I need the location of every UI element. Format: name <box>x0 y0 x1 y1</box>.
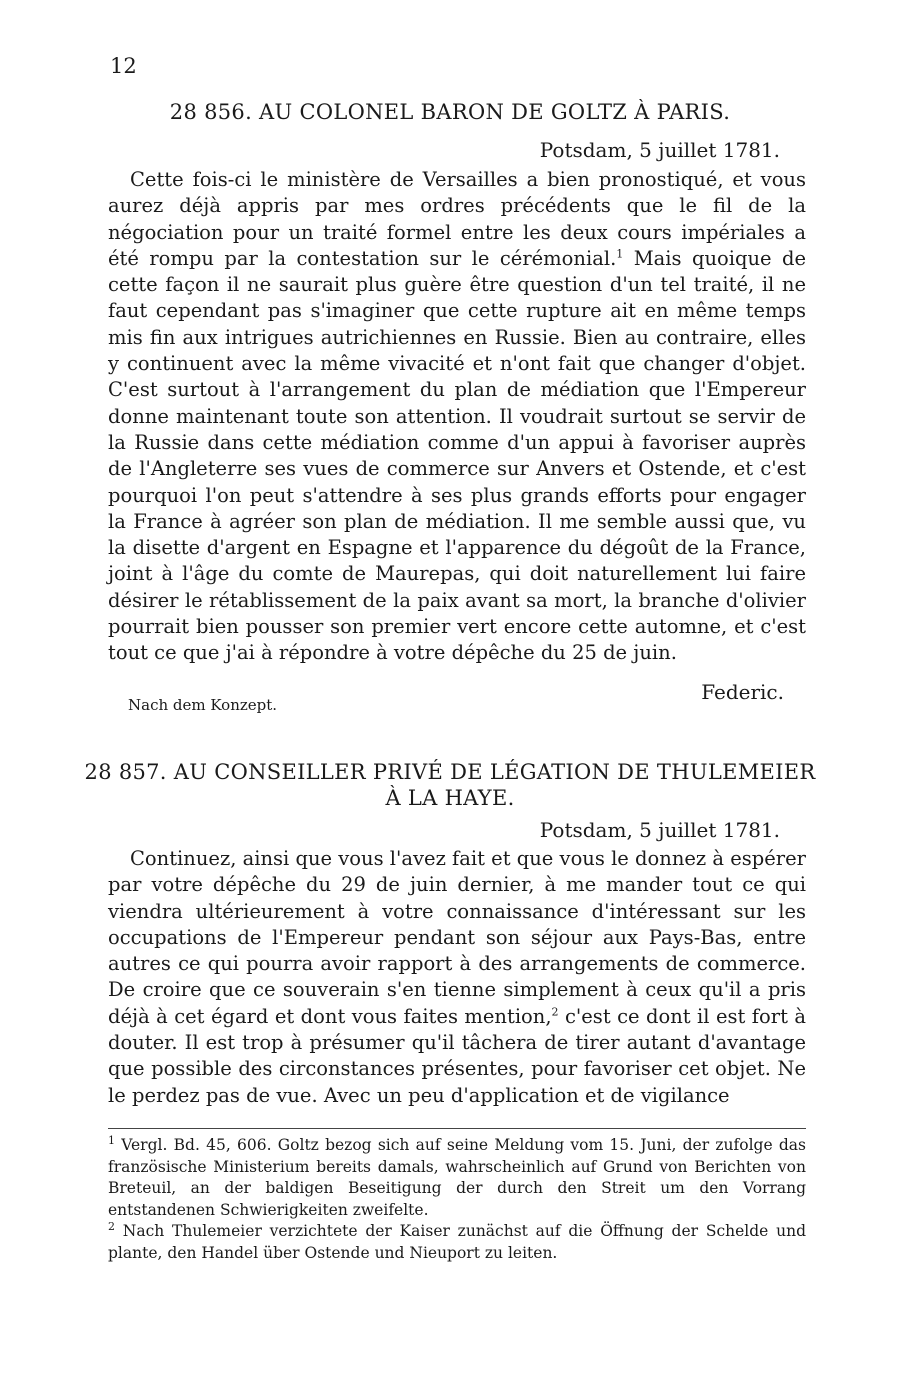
footnotes <box>108 1135 806 1264</box>
letter-2-heading-line-2: À LA HAYE. <box>385 786 515 810</box>
letter-1-body <box>108 167 806 667</box>
letter-1-heading: 28 856. AU COLONEL BARON DE GOLTZ À PARIS. <box>169 100 731 124</box>
letter-2-dateline: Potsdam, 5 juillet 1781. <box>539 818 780 842</box>
letter-1-source-note: Nach dem Konzept. <box>128 696 278 714</box>
letter-1-body-text-b: Mais quoique de cette façon il ne saurait plus guère être question d'un tel traité, il ne faut cependant pas s'imaginer que cette rupture ait en même temps mis fin aux intrigues autrichiennes en Russie. Bien au contraire, elles y continuent avec la même vivacité et n'ont fait que changer d'objet. C'est surtout à l'arrangement du plan de médiation que l'Empereur donne maintenant toute son attention. Il voudrait surtout se servir de la Russie dans cette médiation comme d'un appui à favoriser auprès de l'Angleterre ses vues de commerce sur Anvers et Ostende, et c'est pourquoi l'on peut s'attendre à ses plus grands efforts pour engager la France à agréer son plan de médiation. Il me semble aussi que, vu la disette d'argent en Espagne et l'apparence du dégoût de la France, joint à l'âge du comte de Maurepas, qui doit naturellement lui faire désirer le rétablissement de la paix avant sa mort, la branche d'olivier pourrait bien pousser son premier vert encore cette automne, et c'est tout ce que j'ai à répondre à votre dépêche du 25 de juin. <box>108 246 807 665</box>
page-number: 12 <box>110 54 137 78</box>
letter-1-dateline: Potsdam, 5 juillet 1781. <box>539 138 780 162</box>
footnote-2-text: Nach Thulemeier verzichtete der Kaiser zunächst auf die Öffnung der Schelde und plante, den Handel über Ostende und Nieuport zu leiten. <box>108 1222 806 1262</box>
footnote-2-mark: 2 <box>108 1219 115 1233</box>
letter-1-body-text-a: Cette fois-ci le ministère de Versailles a bien pronostiqué, et vous aurez déjà appris par mes ordres précédents que le fil de la négociation pour un traité formel entre les deux cours impériales a été rompu par la contestation sur le cérémonial. <box>108 168 806 270</box>
footnote-1-mark: 1 <box>108 1133 115 1147</box>
footnote-divider <box>108 1128 806 1129</box>
letter-2-body-text-b: c'est ce dont il est fort à douter. Il est trop à présumer qu'il tâchera de tirer autant d'avantage que possible des circonstances présentes, pour favoriser cet objet. Ne le perdez pas de vue. Avec un peu d'application et de vigilance <box>108 1004 806 1107</box>
letter-2-body <box>108 846 806 1109</box>
letter-1-signature: Federic. <box>701 680 784 704</box>
footnote-1 <box>108 1135 806 1221</box>
footnote-ref-1: 1 <box>616 247 624 261</box>
footnote-ref-2: 2 <box>551 1005 559 1019</box>
footnote-2 <box>108 1221 806 1264</box>
footnote-1-text: Vergl. Bd. 45, 606. Goltz bezog sich auf seine Meldung vom 15. Juni, der zufolge das französische Ministerium bereits damals, wahrscheinlich auf Grund von Berichten von Breteuil, an der baldigen Beseitigung der durch den Streit um den Vorrang entstandenen Schwierigkeiten zweifelte. <box>108 1136 806 1219</box>
letter-2-heading-line-1: 28 857. AU CONSEILLER PRIVÉ DE LÉGATION DE THULEMEIER <box>84 760 816 784</box>
letter-2-body-text-a: Continuez, ainsi que vous l'avez fait et que vous le donnez à espérer par votre dépêche du 29 de juin dernier, à me mander tout ce qui viendra ultérieurement à votre connaissance d'intéressant sur les occupations de l'Empereur pendant son séjour aux Pays-Bas, entre autres ce qui pourra avoir rapport à des arrangements de commerce. De croire que ce souverain s'en tienne simplement à ceux qu'il a pris déjà à cet égard et dont vous faites mention, <box>108 847 806 1028</box>
